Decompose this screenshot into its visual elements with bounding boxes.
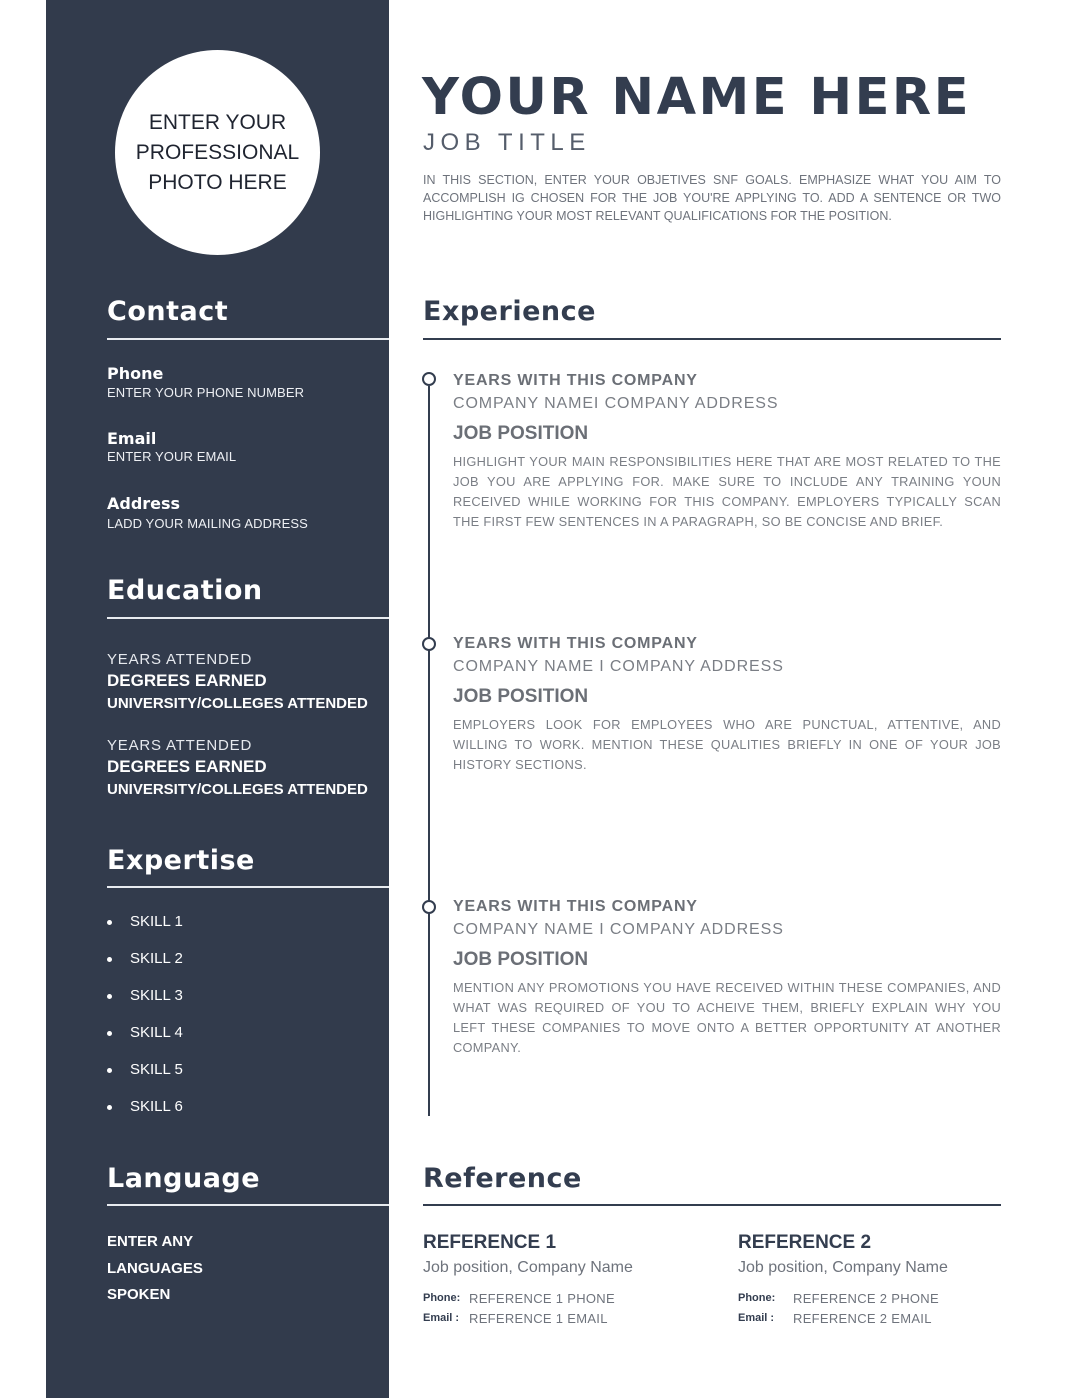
experience-years: YEARS WITH THIS COMPANY	[453, 372, 698, 389]
language-list: ENTER ANY LANGUAGES SPOKEN	[107, 1233, 203, 1303]
address-value: LADD YOUR MAILING ADDRESS	[107, 516, 308, 531]
reference-phone: REFERENCE 1 PHONE	[469, 1291, 615, 1306]
education-university: UNIVERSITY/COLLEGES ATTENDED	[107, 695, 368, 712]
skill-label: SKILL 5	[130, 1061, 183, 1078]
experience-company: COMPANY NAME I COMPANY ADDRESS	[453, 921, 784, 938]
education-years: YEARS ATTENDED	[107, 737, 253, 754]
objective-text: IN THIS SECTION, ENTER YOUR OBJETIVES SNF GOALS. EMPHASIZE WHAT YOU AIM TO ACCOMPLISH IG CHOSEN FOR THE JOB YOU'RE APPLYING TO. ADD A SENTENCE OR TWO HIGHLIGHTING YOUR MOST RELEVANT QUALIFICATIONS FOR THE POSITION.	[423, 173, 1001, 223]
reference-position: Job position, Company Name	[423, 1259, 633, 1276]
reference-name: REFERENCE 2	[738, 1232, 872, 1253]
email-value: ENTER YOUR EMAIL	[107, 449, 237, 464]
reference-email-label: Email :	[738, 1312, 775, 1324]
phone-label: Phone	[107, 364, 164, 383]
job-title: JOB TITLE	[423, 129, 591, 156]
skill-label: SKILL 6	[130, 1098, 183, 1115]
timeline-dot	[422, 637, 436, 651]
experience-company: COMPANY NAMEI COMPANY ADDRESS	[453, 395, 779, 412]
experience-position: JOB POSITION	[453, 423, 589, 444]
reference-email: REFERENCE 1 EMAIL	[469, 1311, 608, 1326]
reference-phone: REFERENCE 2 PHONE	[793, 1291, 939, 1306]
education-divider	[107, 617, 389, 619]
reference-heading: Reference	[423, 1163, 582, 1194]
education-heading: Education	[107, 575, 263, 606]
experience-company: COMPANY NAME I COMPANY ADDRESS	[453, 658, 784, 675]
experience-description: MENTION ANY PROMOTIONS YOU HAVE RECEIVED WITHIN THESE COMPANIES, AND WHAT WAS REQUIRED OF YOU TO ACHEIVE THEM, BRIEFLY EXPLAIN WHY YOU LEFT THESE COMPANIES TO MOVE ONTO A BETTER OPPORTUNITY AT ANOTHER COMPANY.	[453, 980, 1001, 1055]
skill-label: SKILL 3	[130, 987, 183, 1004]
bullet-icon	[107, 1068, 112, 1073]
experience-position: JOB POSITION	[453, 686, 589, 707]
skill-label: SKILL 1	[130, 913, 183, 930]
expertise-divider	[107, 886, 389, 888]
education-degree: DEGREES EARNED	[107, 671, 267, 690]
timeline-line	[428, 386, 430, 1116]
experience-divider	[423, 338, 1001, 340]
reference-phone-label: Phone:	[423, 1292, 461, 1304]
contact-heading: Contact	[107, 296, 229, 327]
photo-placeholder[interactable]	[115, 50, 320, 255]
photo-placeholder-text: ENTER YOUR PROFESSIONAL PHOTO HERE	[135, 110, 300, 194]
reference-name: REFERENCE 1	[423, 1232, 557, 1253]
skill-label: SKILL 4	[130, 1024, 183, 1041]
timeline-dot	[422, 900, 436, 914]
language-heading: Language	[107, 1163, 261, 1194]
reference-email-label: Email :	[423, 1312, 460, 1324]
bullet-icon	[107, 1031, 112, 1036]
experience-description: HIGHLIGHT YOUR MAIN RESPONSIBILITIES HERE THAT ARE MOST RELATED TO THE JOB YOU ARE APPLYING FOR. MAKE SURE TO INCLUDE ANY TRAINING YOUN RECEIVED WHILE WORKING FOR THIS COMPANY. EMPLOYERS TYPICALLY SCAN THE FIRST FEW SENTENCES IN A PARAGRAPH, SO BE CONCISE AND BRIEF.	[453, 454, 1001, 529]
reference-phone-label: Phone:	[738, 1292, 776, 1304]
contact-divider	[107, 338, 389, 340]
phone-value: ENTER YOUR PHONE NUMBER	[107, 385, 305, 400]
address-label: Address	[107, 494, 181, 513]
experience-description: EMPLOYERS LOOK FOR EMPLOYEES WHO ARE PUNCTUAL, ATTENTIVE, AND WILLING TO WORK. MENTION THESE QUALITIES BRIEFLY IN ONE OF YOUR JOB HISTORY SECTIONS.	[453, 717, 1001, 772]
timeline-dot	[422, 372, 436, 386]
reference-email: REFERENCE 2 EMAIL	[793, 1311, 932, 1326]
reference-divider	[423, 1204, 1001, 1206]
experience-position: JOB POSITION	[453, 949, 589, 970]
bullet-icon	[107, 1105, 112, 1110]
expertise-heading: Expertise	[107, 845, 255, 876]
language-divider	[107, 1204, 389, 1206]
email-label: Email	[107, 429, 157, 448]
experience-years: YEARS WITH THIS COMPANY	[453, 898, 698, 915]
experience-heading: Experience	[423, 296, 596, 327]
experience-years: YEARS WITH THIS COMPANY	[453, 635, 698, 652]
bullet-icon	[107, 994, 112, 999]
full-name: YOUR NAME HERE	[422, 68, 972, 127]
education-university: UNIVERSITY/COLLEGES ATTENDED	[107, 781, 368, 798]
education-degree: DEGREES EARNED	[107, 757, 267, 776]
education-years: YEARS ATTENDED	[107, 651, 253, 668]
skill-label: SKILL 2	[130, 950, 183, 967]
bullet-icon	[107, 920, 112, 925]
bullet-icon	[107, 957, 112, 962]
reference-position: Job position, Company Name	[738, 1259, 948, 1276]
